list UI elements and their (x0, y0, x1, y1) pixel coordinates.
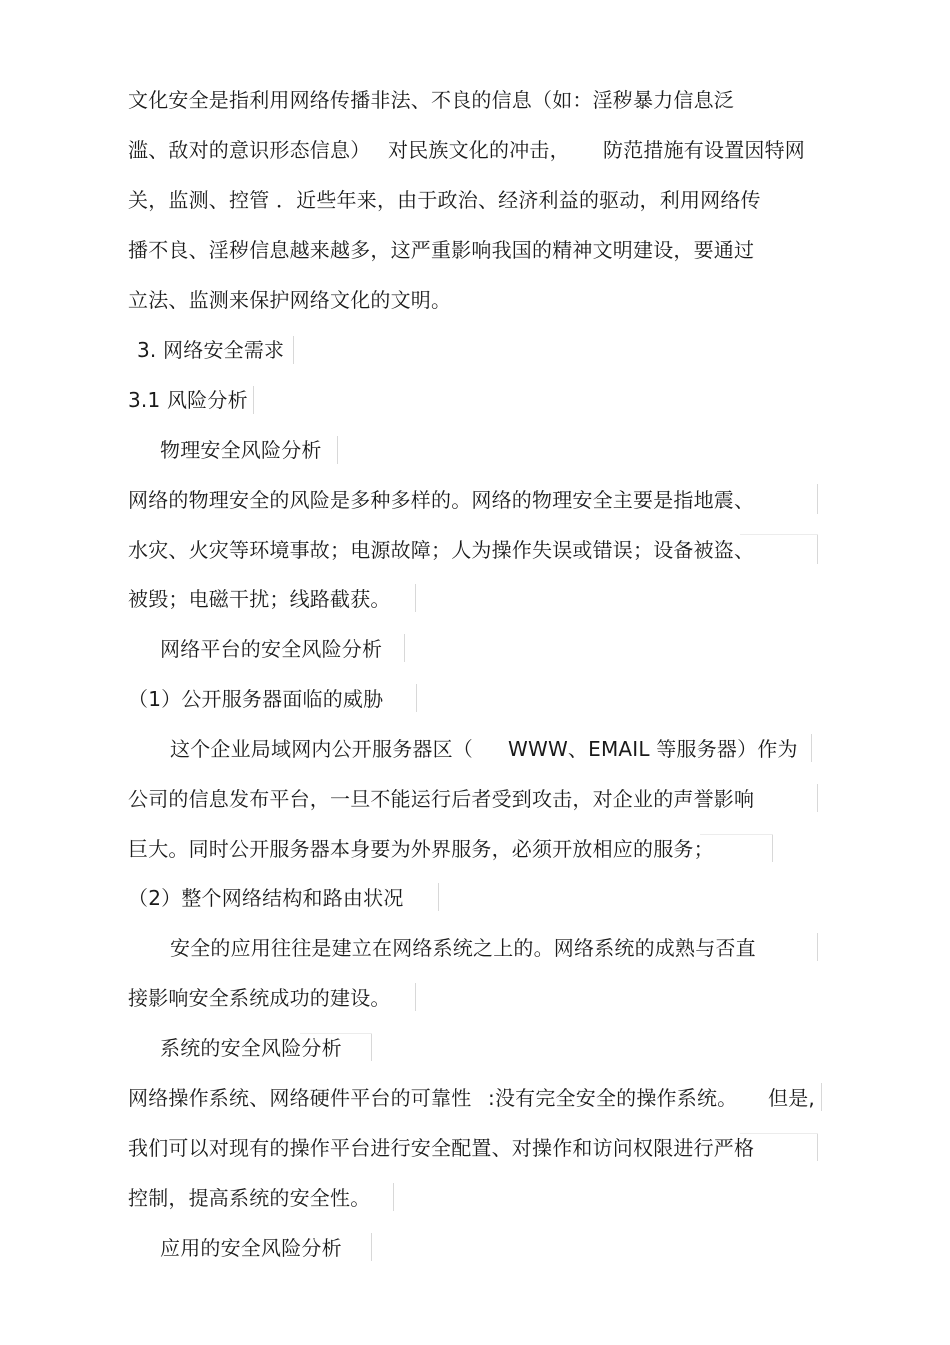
intro-line-2b: 对民族文化的冲击， (388, 138, 570, 162)
text-box-edge (740, 1133, 818, 1134)
text-box-edge (253, 386, 254, 414)
text-box-edge (393, 1183, 394, 1211)
platform-item-1-line-1a: 这个企业局域网内公开服务器区（ (170, 737, 473, 761)
platform-item-1-heading: （1）公开服务器面临的威胁 (128, 687, 384, 711)
section-3-heading: 3. 网络安全需求 (137, 338, 285, 362)
physical-line-3: 被毁；电磁干扰；线路截获。 (128, 587, 391, 611)
text-box-edge (438, 883, 439, 911)
text-box-edge (337, 436, 338, 464)
text-box-edge (772, 834, 773, 862)
text-box-edge (371, 1233, 372, 1261)
text-box-edge (817, 933, 818, 961)
text-box-edge (817, 484, 818, 514)
intro-line-3: 关，监测、控管 ．近些年来，由于政治、经济利益的驱动，利用网络传 (128, 188, 761, 212)
text-box-edge (415, 584, 416, 612)
system-line-1b: :没有完全安全的操作系统。 (488, 1086, 738, 1110)
intro-line-4: 播不良、淫秽信息越来越多，这严重影响我国的精神文明建设，要通过 (128, 238, 755, 262)
intro-line-5: 立法、监测来保护网络文化的文明。 (128, 288, 452, 312)
text-box-edge (740, 534, 818, 535)
platform-item-1-line-3: 巨大。同时公开服务器本身要为外界服务，必须开放相应的服务； (128, 837, 714, 861)
platform-item-2-line-1: 安全的应用往往是建立在网络系统之上的。网络系统的成熟与否直 (170, 936, 756, 960)
text-box-edge (300, 1033, 372, 1034)
text-box-edge (371, 1033, 372, 1061)
text-box-edge (415, 983, 416, 1011)
physical-heading: 物理安全风险分析 (160, 438, 322, 462)
text-box-edge (817, 1133, 818, 1161)
platform-item-1-line-2: 公司的信息发布平台，一旦不能运行后者受到攻击，对企业的声誉影响 (128, 787, 755, 811)
text-box-edge (821, 1083, 822, 1111)
text-box-edge (293, 336, 294, 364)
platform-heading: 网络平台的安全风险分析 (160, 637, 383, 661)
system-line-3: 控制，提高系统的安全性。 (128, 1186, 371, 1210)
physical-line-2: 水灾、火灾等环境事故；电源故障；人为操作失误或错误；设备被盗、 (128, 538, 755, 562)
text-box-edge (416, 684, 417, 712)
section-3-1-heading: 3.1 风险分析 (128, 388, 248, 412)
platform-item-1-line-1b: WWW、EMAIL 等服务器）作为 (508, 737, 798, 761)
text-box-edge (817, 784, 818, 812)
text-box-edge (404, 634, 405, 662)
intro-line-2c: 防范措施有设置因特网 (603, 138, 805, 162)
system-heading: 系统的安全风险分析 (160, 1036, 342, 1060)
intro-line-1: 文化安全是指利用网络传播非法、不良的信息（如：淫秽暴力信息泛 (128, 88, 734, 112)
physical-line-1: 网络的物理安全的风险是多种多样的。网络的物理安全主要是指地震、 (128, 488, 755, 512)
platform-item-2-heading: （2）整个网络结构和路由状况 (128, 886, 404, 910)
text-box-edge (817, 534, 818, 564)
text-box-edge (811, 734, 812, 762)
text-box-edge (700, 834, 773, 835)
application-heading: 应用的安全风险分析 (160, 1236, 342, 1260)
platform-item-2-line-2: 接影响安全系统成功的建设。 (128, 986, 391, 1010)
system-line-2: 我们可以对现有的操作平台进行安全配置、对操作和访问权限进行严格 (128, 1136, 755, 1160)
system-line-1a: 网络操作系统、网络硬件平台的可靠性 (128, 1086, 472, 1110)
system-line-1c: 但是, (768, 1086, 815, 1110)
intro-line-2a: 滥、敌对的意识形态信息） (128, 138, 371, 162)
